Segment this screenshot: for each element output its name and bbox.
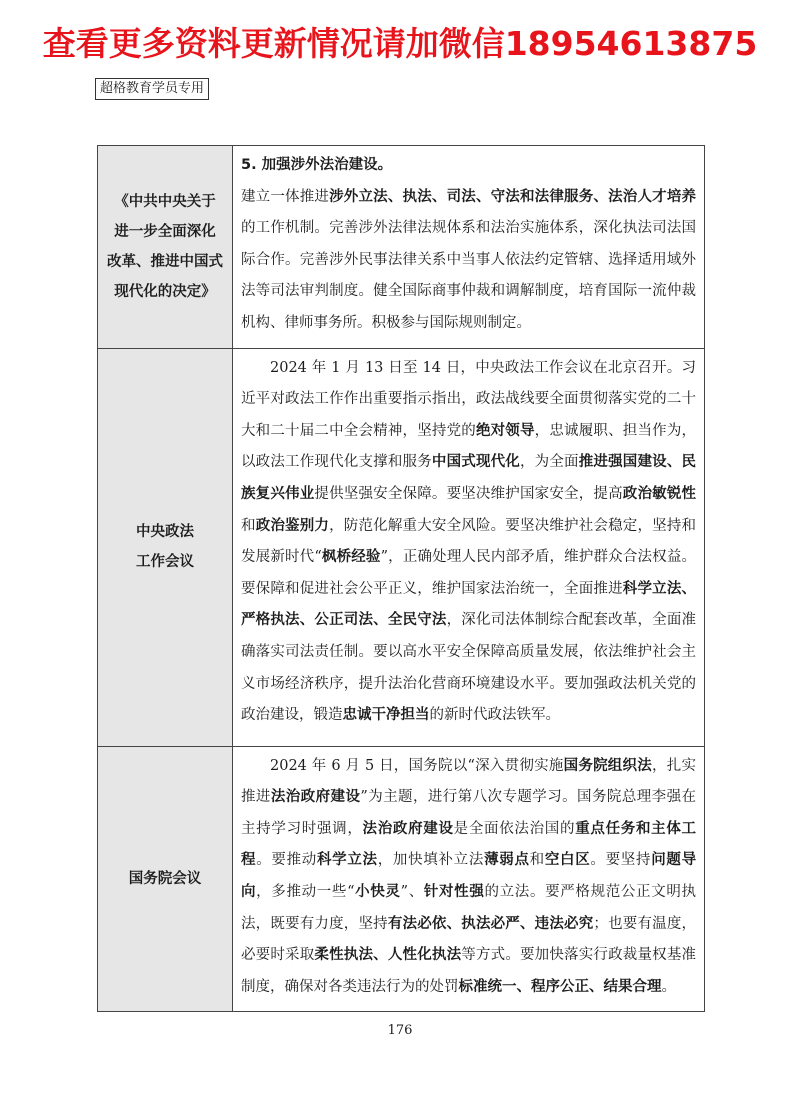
emphasis-text: 空白区 (544, 852, 591, 869)
body-text: ，防范化解重大安全风险。要坚决维护社会稳定，坚持和发展新时代“ (241, 517, 697, 566)
row-content-central-conference (233, 348, 705, 746)
emphasis-text: 针对性强 (423, 883, 485, 900)
body-text: 的工作机制。完善涉外法律法规体系和法治实施体系，深化执法司法国际合作。完善涉外民事法律关系中当事人依法约定管辖、选择适用域外法等司法审判制度。健全国际商事仲裁和调解制度，培育国际一流仲裁机构、律师事务所。积极参与国际规则制定。 (241, 220, 696, 331)
body-text: 等方式。要加快落实行政裁量权基准制度，确保对各类违法行为的处罚 (241, 947, 697, 995)
emphasis-text: 忠诚干净担当 (342, 707, 430, 724)
row-label-line: 进一步全面深化 (114, 222, 216, 240)
emphasis-text: 问题导向 (241, 852, 697, 900)
body-text: ；也要有温度，必要时采取 (241, 915, 697, 964)
body-text: 2024 年 6 月 5 日，国务院以“深入贯彻实施 (270, 757, 564, 774)
body-text: 。 (661, 978, 676, 995)
emphasis-text: 重点任务和主体工程 (241, 820, 697, 869)
body-text: ”、 (400, 883, 424, 900)
paragraph (241, 751, 696, 1004)
paragraph (241, 182, 696, 340)
body-text: 。要推动 (256, 852, 317, 869)
row-label-line: 国务院会议 (128, 869, 202, 887)
emphasis-text: 枫桥经验 (321, 549, 381, 566)
body-text: ，扎实推进 (241, 757, 697, 806)
student-only-tag: 超格教育学员专用 (95, 78, 209, 100)
body-text: 和 (241, 517, 256, 534)
row-label-line: 工作会议 (136, 553, 194, 571)
section-heading: 5. 加强涉外法治建设。 (241, 157, 393, 173)
row-content-state-council (233, 746, 705, 1012)
emphasis-text: 法治政府建设 (270, 789, 361, 806)
body-text: ，忠诚履职、担当作为，以政法工作现代化支撑和服务 (241, 422, 697, 471)
emphasis-text: 政治敏锐性 (622, 485, 697, 502)
body-text: 的立法。要严格规范公正文明执法，既要有力度，坚持 (241, 883, 697, 932)
policy-table (97, 145, 705, 1012)
emphasis-text: 法治政府建设 (362, 820, 454, 837)
body-text: 提供坚强安全保障。要坚决维护国家安全，提高 (314, 485, 623, 502)
emphasis-text: 涉外立法、执法、司法、守法和法律服务、法治人才培养 (329, 188, 697, 205)
body-text: ”为主题，进行第八次专题学习。国务院总理李强在主持学习时强调， (241, 789, 696, 837)
row-label-state-council (98, 746, 233, 1012)
body-text: 2024 年 1 月 13 日至 14 日，中央政法工作会议在北京召开。习近平对政法工作作出重要指示指出，政法战线要全面贯彻落实党的二十大和二十届二中全会精神，坚持党的 (241, 359, 696, 439)
table-row (98, 348, 705, 746)
row-label-decision (98, 146, 233, 349)
body-text: 的新时代政法铁军。 (429, 707, 560, 724)
emphasis-text: 国务院组织法 (563, 757, 653, 774)
emphasis-text: 中国式现代化 (431, 454, 520, 471)
paragraph (241, 353, 696, 732)
emphasis-text: 有法必依、执法必严、违法必究 (387, 915, 594, 932)
row-label-line: 现代化的决定》 (114, 282, 216, 300)
body-text: 和 (529, 852, 545, 869)
row-label-line: 中央政法 (136, 523, 194, 541)
page-number: 176 (387, 1023, 413, 1038)
emphasis-text: 科学立法 (316, 852, 378, 869)
emphasis-text: 小快灵 (354, 883, 401, 900)
body-text: ，深化司法体制综合配套改革，全面准确落实司法责任制。要以高水平安全保障高质量发展，依法维护社会主义市场经济秩序，提升法治化营商环境建设水平。要加强政法机关党的政治建设，锻造 (241, 612, 697, 724)
body-text: ，为全面 (520, 454, 579, 471)
table-row (98, 746, 705, 1012)
emphasis-text: 标准统一、程序公正、结果合理 (458, 978, 662, 995)
emphasis-text: 政治鉴别力 (255, 517, 330, 534)
emphasis-text: 薄弱点 (484, 852, 530, 869)
emphasis-text: 绝对领导 (475, 422, 535, 439)
emphasis-text: 柔性执法、人性化执法 (314, 947, 462, 964)
table-row (98, 146, 705, 349)
body-text: ，加快填补立法 (377, 852, 485, 869)
emphasis-text: 推进强国建设、民族复兴伟业 (241, 454, 697, 502)
body-text: 建立一体推进 (241, 188, 330, 205)
row-label-line: 《中共中央关于 (114, 192, 216, 210)
body-text: ，多推动一些“ (256, 883, 355, 900)
body-text: 是全面依法治国的 (453, 820, 576, 837)
emphasis-text: 科学立法、严格执法、公正司法、全民守法 (241, 580, 696, 629)
row-content-decision (233, 146, 705, 349)
row-label-central-conference (98, 348, 233, 746)
row-label-line: 改革、推进中国式 (107, 252, 223, 270)
body-text: ”，正确处理人民内部矛盾，维护群众合法权益。要保障和促进社会公平正义，维护国家法治统一，全面推进 (241, 549, 696, 597)
body-text: 。要坚持 (590, 852, 652, 869)
watermark-text: 查看更多资料更新情况请加微信18954613875 (42, 24, 758, 63)
